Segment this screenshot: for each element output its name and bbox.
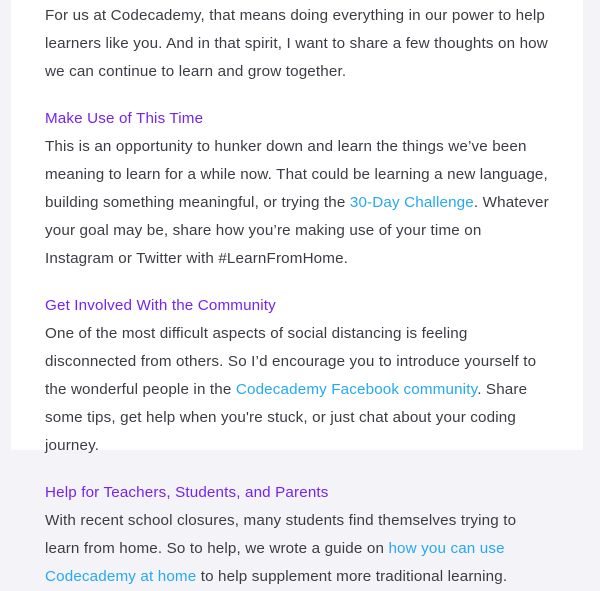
link-how-you-can-use-codecademy-at-home[interactable]: how you can use Codecademy at home [45, 540, 505, 585]
section-paragraph-make-use-of-this-time [45, 133, 549, 273]
section-heading-make-use-of-this-time: Make Use of This Time [45, 110, 204, 127]
intro-paragraph: For us at Codecademy, that means doing everything in our power to help learners like you. And in that spirit, I want to share a few thoughts on how we can continue to learn and grow together. [45, 7, 548, 80]
article-body [45, 0, 549, 591]
page-left-margin [0, 0, 11, 450]
link-30-day-challenge[interactable]: 30-Day Challenge [349, 194, 474, 211]
paragraph-text-lead: With recent school closures, many students find themselves trying to learn from home. So to help, we wrote a guide on [45, 512, 517, 557]
section-paragraph-help-for-teachers-students-and-parents [45, 507, 549, 591]
paragraph-text-tail: to help supplement more traditional learning. [196, 568, 508, 585]
page-right-margin [583, 0, 600, 450]
link-codecademy-facebook-community[interactable]: Codecademy Facebook community [235, 381, 478, 398]
section-paragraph-get-involved-with-the-community [45, 320, 549, 460]
article-content-column [11, 0, 583, 585]
paragraph-text-tail: . Share some tips, get help when you're stuck, or just chat about your coding journey. [45, 381, 528, 454]
paragraph-text-lead: One of the most difficult aspects of social distancing is feeling disconnected from others. So I’d encourage you to introduce yourself to the wonderful people in the [45, 325, 537, 398]
paragraph-text-tail: . Whatever your goal may be, share how you’re making use of your time on Instagram or Twitter with #LearnFromHome. [45, 194, 549, 267]
paragraph-text-lead: This is an opportunity to hunker down and learn the things we’ve been meaning to learn for a while now. That could be learning a new language, building something meaningful, or trying the [45, 138, 548, 211]
section-heading-help-for-teachers-students-and-parents: Help for Teachers, Students, and Parents [45, 484, 329, 501]
section-heading-get-involved-with-the-community: Get Involved With the Community [45, 297, 276, 314]
